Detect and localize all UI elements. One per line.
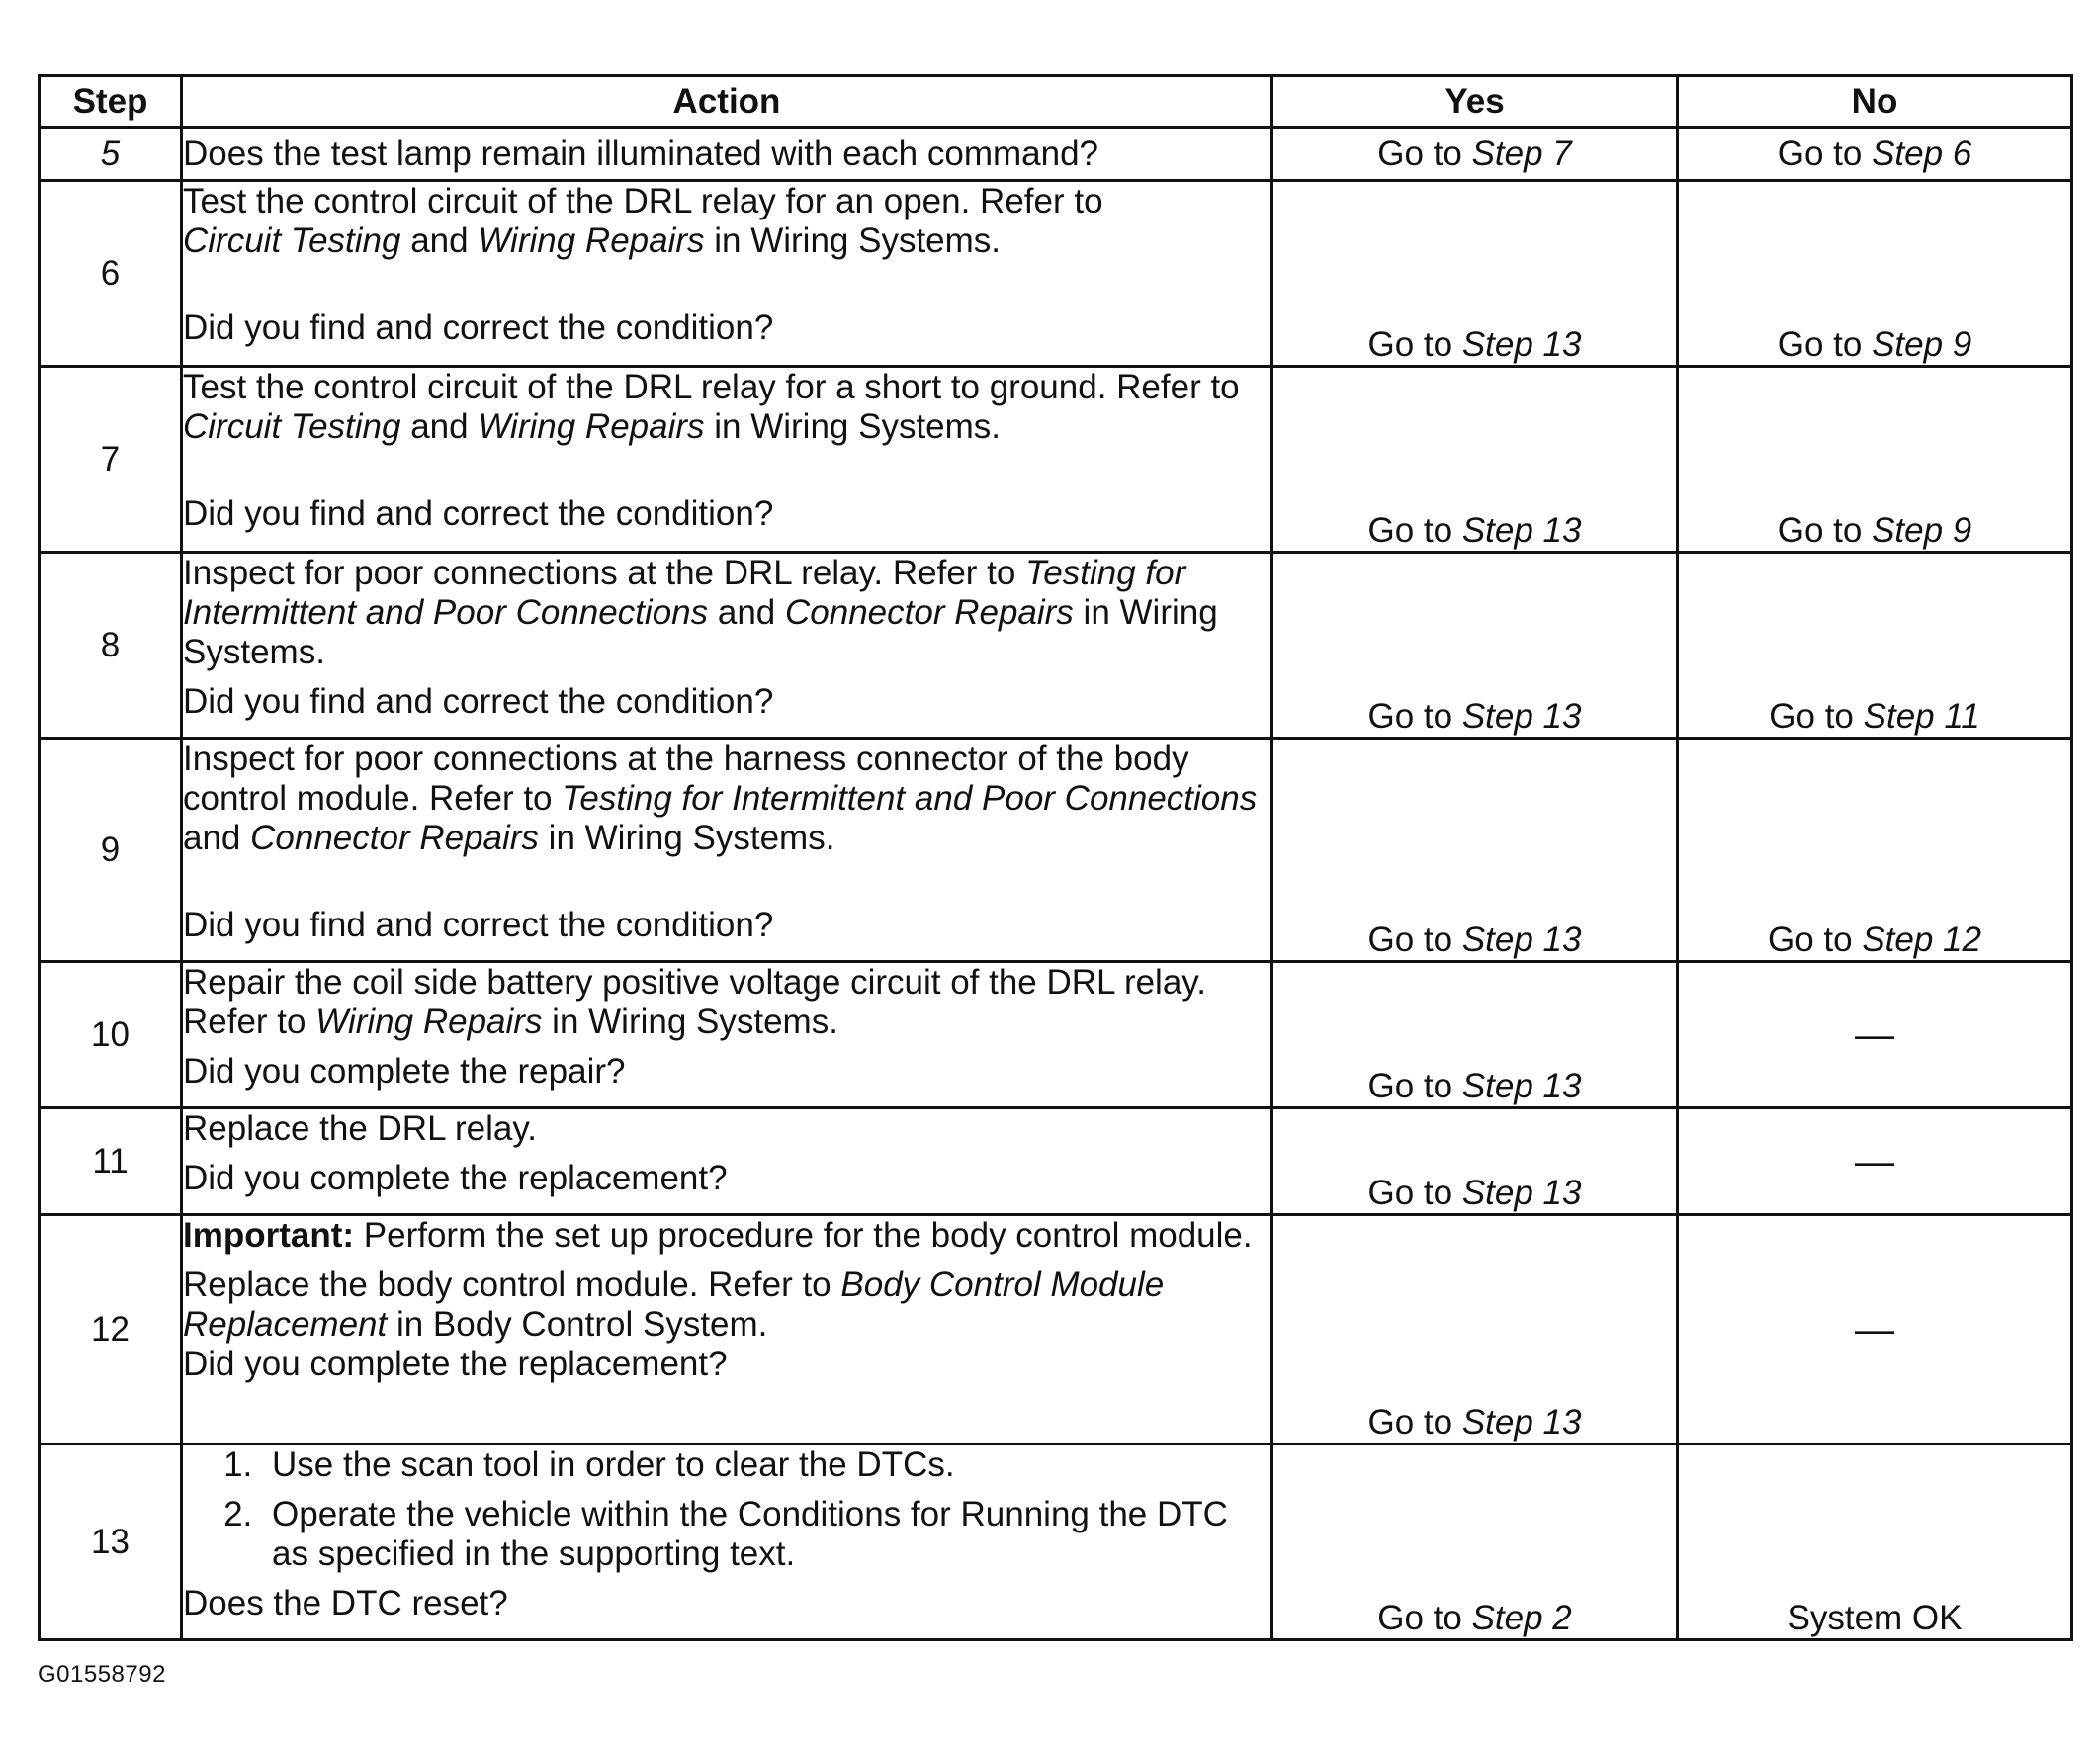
go-to-label: Go to [1769, 697, 1864, 736]
action-question: Did you find and correct the condition? [183, 494, 774, 533]
ref-circuit-testing[interactable]: Circuit Testing [183, 407, 401, 446]
yes-step-link[interactable]: Step 13 [1461, 697, 1582, 736]
header-step: Step [40, 76, 182, 128]
ref-wiring-repairs[interactable]: Wiring Repairs [315, 1003, 543, 1041]
ref-testing-intermittent[interactable]: Testing for Intermittent and Poor Connections [562, 779, 1258, 818]
table-row-step-10 [40, 962, 2072, 1108]
header-yes: Yes [1272, 76, 1678, 128]
yes-cell[interactable] [1272, 553, 1678, 739]
no-cell: System OK [1678, 1444, 2072, 1640]
step-number: 8 [40, 553, 182, 739]
no-cell: — [1678, 1215, 2072, 1444]
no-cell: — [1678, 962, 2072, 1108]
no-cell[interactable] [1678, 367, 2072, 553]
step-number: 7 [40, 367, 182, 553]
table-row-step-12 [40, 1215, 2072, 1444]
step-number: 10 [40, 962, 182, 1108]
ref-testing-intermittent[interactable]: Testing for Intermittent and Poor Connections [183, 554, 1186, 632]
yes-cell[interactable] [1272, 1108, 1678, 1215]
table-row-step-8 [40, 553, 2072, 739]
table-row-step-9 [40, 739, 2072, 962]
no-step-link[interactable]: Step 11 [1863, 697, 1980, 736]
step-number: 6 [40, 181, 182, 367]
action-text: in Body Control System. [387, 1305, 768, 1344]
go-to-label: Go to [1367, 325, 1462, 364]
action-question: Did you find and correct the condition? [183, 682, 774, 721]
action-cell [182, 367, 1272, 553]
no-step-link[interactable]: Step 9 [1872, 511, 1972, 550]
header-action: Action [182, 76, 1272, 128]
header-no: No [1678, 76, 2072, 128]
action-text: and [400, 407, 479, 446]
go-to-label: Go to [1777, 511, 1873, 550]
list-item: 2. Operate the vehicle within the Conditions for Running the DTC as specified in the supporting text. [262, 1495, 1270, 1574]
no-cell[interactable] [1678, 553, 2072, 739]
yes-step-link[interactable]: Step 7 [1471, 133, 1572, 173]
yes-step-link[interactable]: Step 13 [1461, 511, 1582, 550]
no-step-link[interactable]: Step 12 [1862, 920, 1981, 959]
action-question: Did you complete the replacement? [183, 1345, 728, 1383]
action-text: Replace the body control module. Refer to [183, 1266, 841, 1304]
action-question: Does the test lamp remain illuminated with each command? [183, 133, 1098, 173]
go-to-label: Go to [1367, 920, 1462, 959]
action-cell [182, 1215, 1272, 1444]
go-to-label: Go to [1367, 697, 1462, 736]
yes-cell[interactable] [1272, 1444, 1678, 1640]
no-cell[interactable] [1678, 128, 2072, 181]
yes-step-link[interactable]: Step 13 [1461, 1067, 1582, 1105]
go-to-label: Go to [1768, 920, 1863, 959]
action-question: Did you find and correct the condition? [183, 308, 774, 347]
table-row-step-7 [40, 367, 2072, 553]
action-question: Did you find and correct the condition? [183, 906, 774, 944]
step-number: 11 [40, 1108, 182, 1215]
yes-step-link[interactable]: Step 13 [1461, 920, 1582, 959]
action-text: in Wiring Systems. [704, 407, 1002, 446]
action-text: and [400, 221, 479, 260]
no-cell[interactable] [1678, 739, 2072, 962]
ref-connector-repairs[interactable]: Connector Repairs [785, 593, 1074, 632]
table-row-step-13 [40, 1444, 2072, 1640]
yes-step-link[interactable]: Step 13 [1461, 325, 1582, 364]
action-text: Repair the coil side battery positive voltage circuit of the DRL relay. Refer to [183, 963, 1206, 1041]
go-to-label: Go to [1777, 325, 1873, 364]
yes-step-link[interactable]: Step 13 [1461, 1403, 1582, 1442]
ref-wiring-repairs[interactable]: Wiring Repairs [478, 221, 705, 260]
action-cell [182, 1444, 1272, 1640]
list-item: 1. Use the scan tool in order to clear the DTCs. [262, 1445, 1270, 1485]
header-row [40, 76, 2072, 128]
yes-cell[interactable] [1272, 181, 1678, 367]
action-text: Inspect for poor connections at the DRL relay. Refer to [183, 554, 1026, 592]
go-to-label: Go to [1367, 1067, 1462, 1105]
action-text: and [708, 593, 785, 632]
table-row-step-6 [40, 181, 2072, 367]
action-cell [182, 1108, 1272, 1215]
action-cell [182, 553, 1272, 739]
go-to-label: Go to [1377, 133, 1472, 173]
important-label: Important: [183, 1216, 355, 1255]
action-text: Inspect for poor connections at the harness connector of the body control module. Refer to [183, 740, 1189, 818]
procedure-list [183, 1445, 1270, 1574]
action-text: in Wiring Systems. [183, 593, 1218, 671]
action-text: in Wiring Systems. [542, 1003, 838, 1041]
go-to-label: Go to [1367, 511, 1462, 550]
action-text: Test the control circuit of the DRL relay for a short to ground. Refer to [183, 368, 1240, 406]
action-text: Test the control circuit of the DRL relay for an open. Refer to [183, 182, 1103, 220]
action-cell [182, 962, 1272, 1108]
action-text: in Wiring Systems. [704, 221, 1002, 260]
action-cell [182, 181, 1272, 367]
no-step-link[interactable]: Step 9 [1872, 325, 1972, 364]
diagnostic-table [38, 74, 2073, 1641]
action-question: Does the DTC reset? [183, 1584, 508, 1622]
go-to-label: Go to [1777, 133, 1873, 173]
go-to-label: Go to [1377, 1599, 1472, 1637]
ref-bcm-replacement[interactable]: Body Control Module Replacement [183, 1266, 1165, 1344]
step-number: 5 [40, 128, 182, 181]
ref-connector-repairs[interactable]: Connector Repairs [250, 819, 539, 857]
action-text: Replace the DRL relay. [183, 1109, 537, 1148]
figure-id: G01558792 [38, 1661, 166, 1688]
yes-step-link[interactable]: Step 13 [1461, 1174, 1582, 1212]
step-number: 9 [40, 739, 182, 962]
table-row-step-5 [40, 128, 2072, 181]
go-to-label: Go to [1367, 1403, 1462, 1442]
no-step-link[interactable]: Step 6 [1872, 133, 1972, 173]
action-text: and [183, 819, 251, 857]
important-text: Perform the set up procedure for the body control module. [354, 1216, 1253, 1255]
yes-cell[interactable] [1272, 739, 1678, 962]
action-text: in Wiring Systems. [538, 819, 835, 857]
yes-cell[interactable] [1272, 128, 1678, 181]
action-cell [182, 128, 1272, 181]
table-row-step-11 [40, 1108, 2072, 1215]
yes-cell[interactable] [1272, 962, 1678, 1108]
ref-circuit-testing[interactable]: Circuit Testing [183, 221, 401, 260]
yes-cell[interactable] [1272, 1215, 1678, 1444]
no-cell[interactable] [1678, 181, 2072, 367]
no-cell: — [1678, 1108, 2072, 1215]
step-number: 13 [40, 1444, 182, 1640]
ref-wiring-repairs[interactable]: Wiring Repairs [478, 407, 705, 446]
yes-step-link[interactable]: Step 2 [1471, 1599, 1572, 1637]
action-question: Did you complete the repair? [183, 1052, 626, 1091]
yes-cell[interactable] [1272, 367, 1678, 553]
go-to-label: Go to [1367, 1174, 1462, 1212]
step-number: 12 [40, 1215, 182, 1444]
action-cell [182, 739, 1272, 962]
action-question: Did you complete the replacement? [183, 1159, 728, 1197]
